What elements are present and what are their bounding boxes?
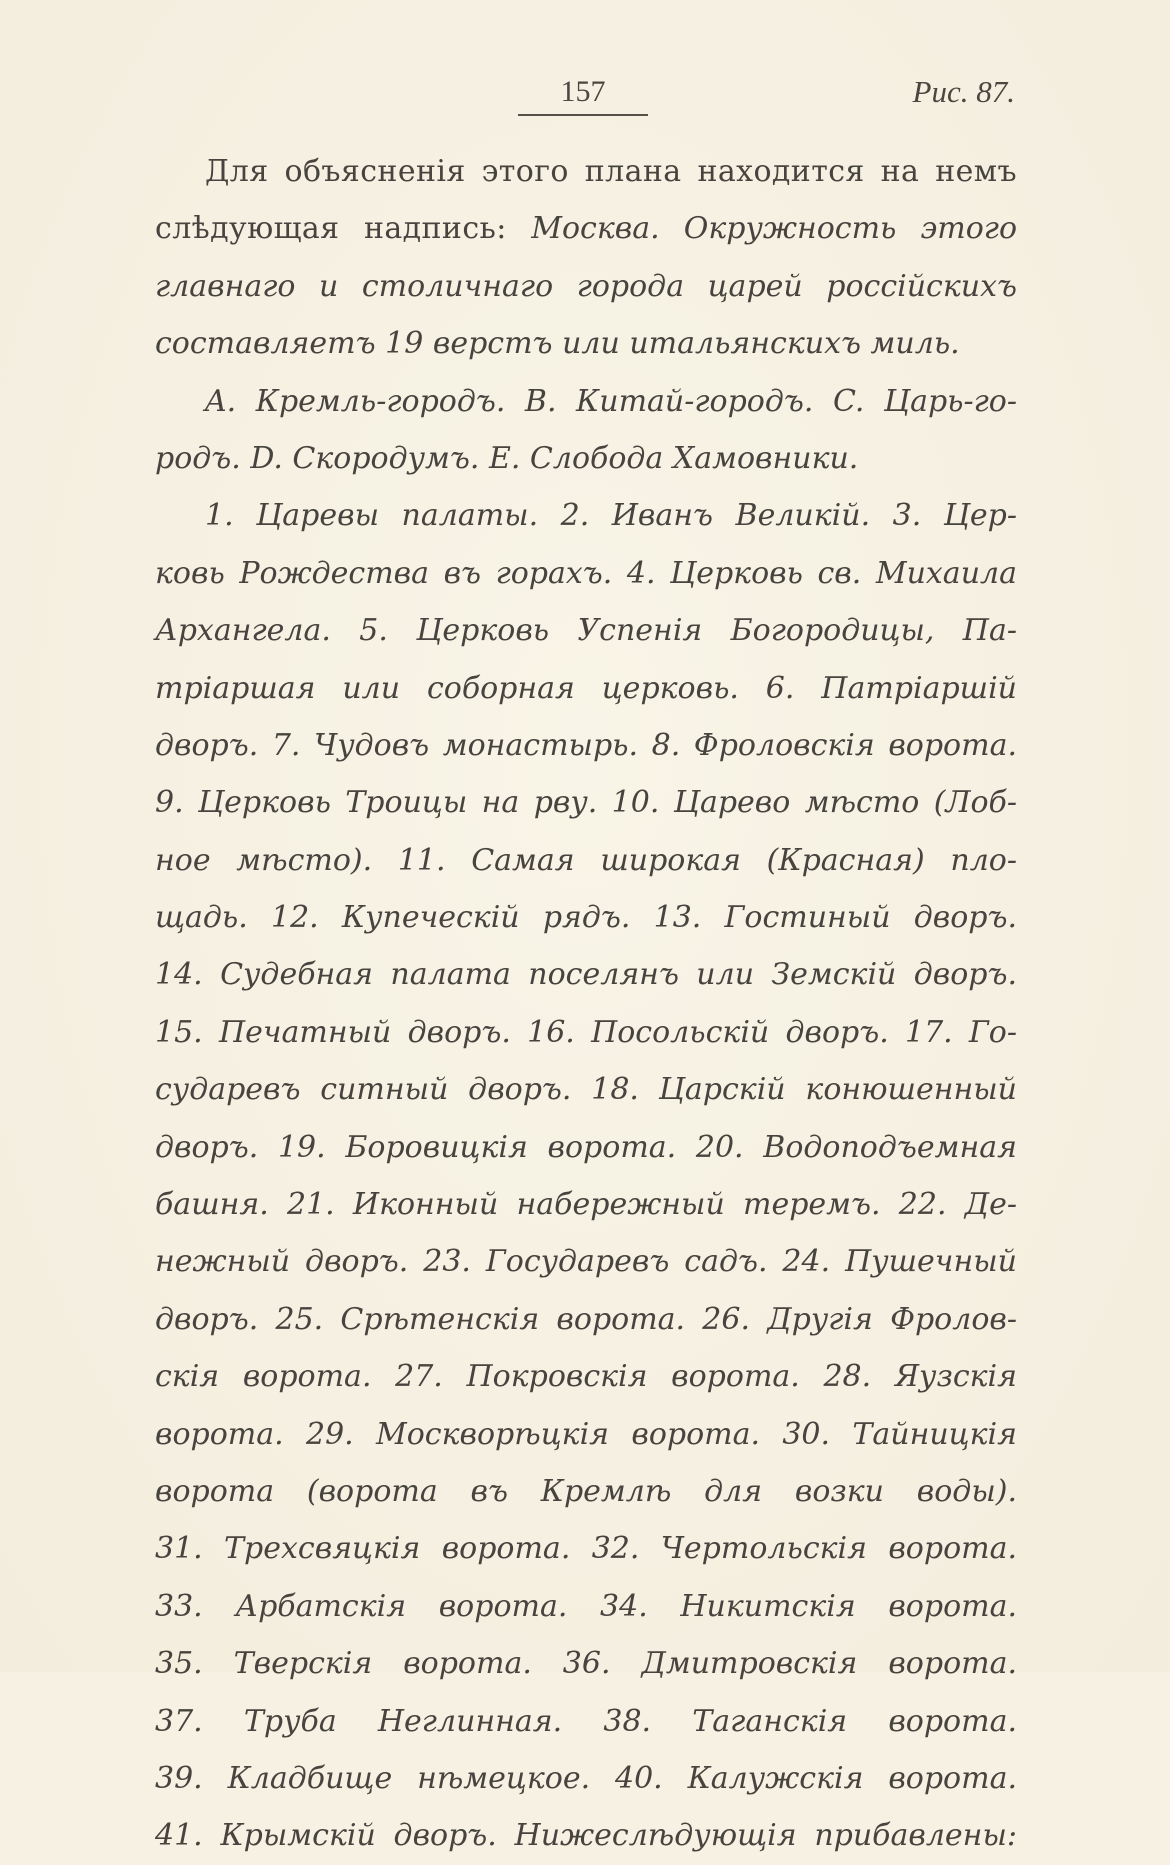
italic-text-segment: 33. Арбатскія ворота. 34. Никитскія ворота. <box>155 1588 1017 1624</box>
italic-text-segment: родъ. D. Скородумъ. E. Слобода Хамовники. <box>155 440 859 476</box>
italic-text-segment: 1. Царевы палаты. 2. Иванъ Великій. 3. Цер- <box>205 498 1017 534</box>
text-line <box>155 1061 1017 1118</box>
italic-text-segment: 35. Тверскія ворота. 36. Дмитровскія ворота. <box>155 1646 1017 1682</box>
italic-text-segment: ное мѣсто). 11. Самая широкая (Красная) пло- <box>155 842 1017 878</box>
italic-text-segment: тріаршая или соборная церковь. 6. Патріаршій <box>155 670 1017 706</box>
page-number: 157 <box>560 75 606 108</box>
italic-text-segment: ворота. 29. Москворѣцкія ворота. 30. Тайницкія <box>155 1416 1017 1452</box>
text-line <box>155 1520 1017 1577</box>
text-line <box>155 1176 1017 1233</box>
text-line <box>155 1291 1017 1348</box>
text-line <box>155 1750 1017 1807</box>
text-line <box>155 1463 1017 1520</box>
italic-text-segment: главнаго и столичнаго города царей россійскихъ <box>155 268 1017 304</box>
italic-text-segment: 39. Кладбище нѣмецкое. 40. Калужскія ворота. <box>155 1760 1017 1796</box>
body-text <box>155 143 1017 1865</box>
italic-text-segment: нежный дворъ. 23. Государевъ садъ. 24. Пушечный <box>155 1244 1017 1280</box>
text-line <box>155 1233 1017 1290</box>
text-line <box>155 430 1017 487</box>
italic-text-segment: 31. Трехсвяцкія ворота. 32. Чертольскія ворота. <box>155 1531 1017 1567</box>
text-line <box>155 1119 1017 1176</box>
text-line <box>155 1578 1017 1635</box>
text-line <box>155 1807 1017 1864</box>
text-line <box>155 487 1017 544</box>
text-line <box>155 717 1017 774</box>
italic-text-segment: A. Кремль-городъ. B. Китай-городъ. C. Царь-го- <box>205 383 1017 419</box>
italic-text-segment: дворъ. 7. Чудовъ монастырь. 8. Фроловскія ворота. <box>155 727 1017 763</box>
text-segment: Для объясненія этого плана находится на немъ <box>205 154 1017 189</box>
text-segment: слѣдующая надпись: <box>155 211 532 247</box>
italic-text-segment: щадь. 12. Купеческій рядъ. 13. Гостиный дворъ. <box>155 900 1017 936</box>
text-line <box>155 602 1017 659</box>
italic-text-segment: дворъ. 25. Срѣтенскія ворота. 26. Другія Фролов- <box>155 1301 1017 1337</box>
italic-text-segment: 14. Судебная палата поселянъ или Земскій дворъ. <box>155 957 1017 993</box>
text-line <box>155 315 1017 372</box>
italic-text-segment: башня. 21. Иконный набережный теремъ. 22. Де- <box>155 1187 1017 1223</box>
text-line <box>155 373 1017 430</box>
page-number-rule <box>518 114 648 116</box>
italic-text-segment: составляетъ 19 верстъ или итальянскихъ миль. <box>155 326 960 362</box>
text-line <box>155 1348 1017 1405</box>
italic-text-segment: скія ворота. 27. Покровскія ворота. 28. Яузскія <box>155 1359 1017 1395</box>
page-header <box>0 72 1170 122</box>
italic-text-segment: ворота (ворота въ Кремлѣ для возки воды). <box>155 1473 1017 1509</box>
italic-text-segment: 41. Крымскій дворъ. Нижеслѣдующія прибавлены: <box>155 1818 1017 1854</box>
text-line <box>155 1693 1017 1750</box>
italic-text-segment: 9. Церковь Троицы на рву. 10. Царево мѣсто (Лоб- <box>155 785 1017 821</box>
text-line <box>155 545 1017 602</box>
text-line <box>155 258 1017 315</box>
text-line <box>155 143 1017 200</box>
italic-text-segment: Архангела. 5. Церковь Успенія Богородицы, Па- <box>155 613 1017 649</box>
italic-text-segment: ковь Рождества въ горахъ. 4. Церковь св. Михаила <box>155 555 1017 591</box>
figure-reference: Рис. 87. <box>912 74 1015 109</box>
text-line <box>155 1004 1017 1061</box>
text-line <box>155 889 1017 946</box>
italic-text-segment: Москва. Окружность этого <box>531 211 1018 247</box>
text-line <box>155 1635 1017 1692</box>
text-line <box>155 660 1017 717</box>
italic-text-segment: 37. Труба Неглинная. 38. Таганскія ворота. <box>155 1703 1017 1739</box>
italic-text-segment: сударевъ ситный дворъ. 18. Царскій конюшенный <box>155 1072 1017 1108</box>
text-line <box>155 1406 1017 1463</box>
italic-text-segment: 15. Печатный дворъ. 16. Посольскій дворъ. 17. Го- <box>155 1014 1017 1050</box>
italic-text-segment: дворъ. 19. Боровицкія ворота. 20. Водоподъемная <box>155 1129 1017 1165</box>
text-line <box>155 200 1017 257</box>
text-line <box>155 774 1017 831</box>
text-line <box>155 832 1017 889</box>
text-line <box>155 946 1017 1003</box>
